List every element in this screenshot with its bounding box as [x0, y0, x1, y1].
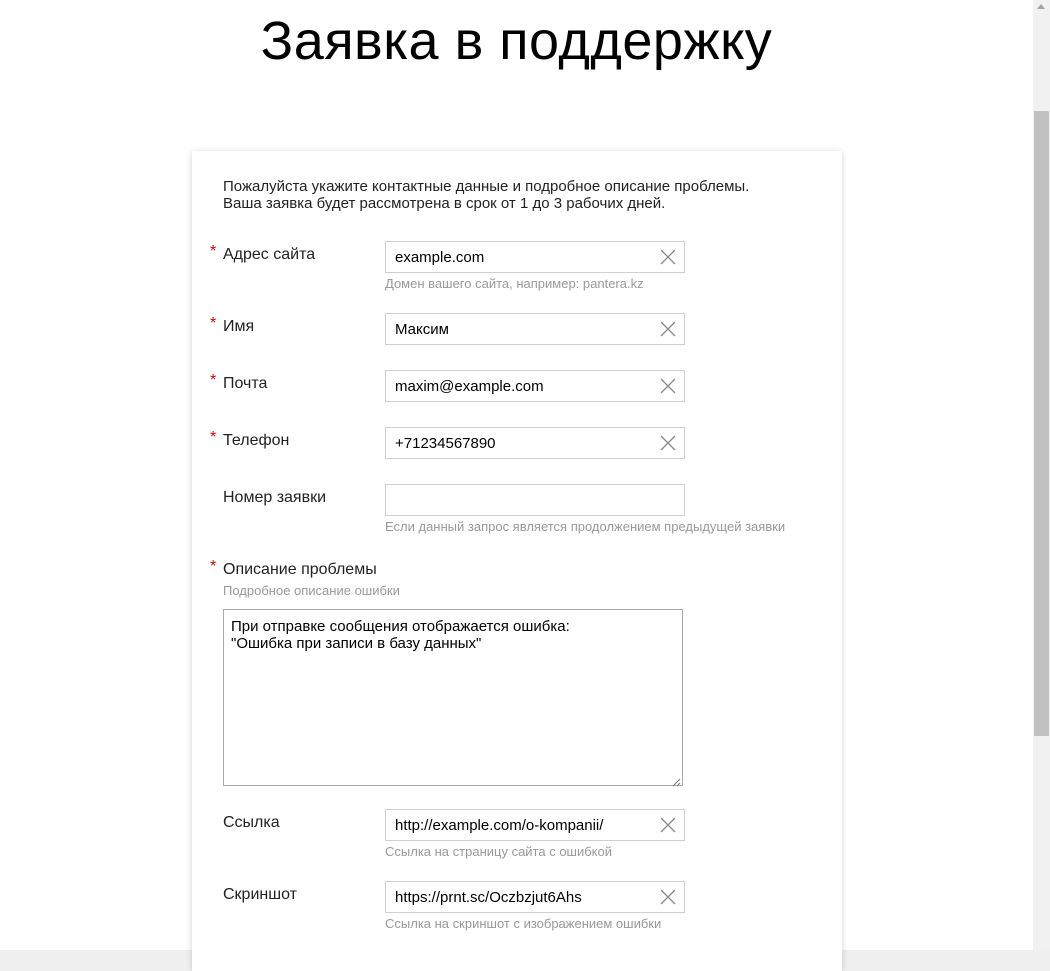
site-field	[385, 241, 685, 273]
description-field	[223, 609, 683, 786]
link-input[interactable]	[386, 810, 665, 840]
email-label: Почта	[223, 375, 268, 392]
required-mark: *	[210, 429, 217, 446]
screenshot-label: Скриншот	[223, 886, 297, 903]
resize-handle-icon[interactable]	[671, 774, 681, 784]
name-label: Имя	[223, 318, 255, 335]
site-input[interactable]	[386, 242, 665, 272]
ticket-label: Номер заявки	[223, 489, 327, 506]
close-icon[interactable]	[660, 321, 676, 337]
required-mark: *	[210, 315, 217, 332]
description-hint: Подробное описание ошибки	[223, 583, 400, 598]
scroll-up-icon[interactable]	[1037, 4, 1045, 9]
screenshot-input[interactable]	[386, 882, 665, 912]
site-hint: Домен вашего сайта, например: pantera.kz	[385, 276, 644, 291]
close-icon[interactable]	[660, 249, 676, 265]
required-mark: *	[210, 558, 217, 575]
support-form	[192, 151, 842, 971]
site-label: Адрес сайта	[223, 246, 316, 263]
close-icon[interactable]	[660, 378, 676, 394]
scrollbar[interactable]	[1033, 0, 1050, 950]
required-mark: *	[210, 243, 217, 260]
phone-label: Телефон	[223, 432, 290, 449]
description-label: Описание проблемы	[223, 561, 377, 578]
link-hint: Ссылка на страницу сайта с ошибкой	[385, 844, 613, 859]
intro-line-2: Ваша заявка будет рассмотрена в срок от 1 до 3 рабочих дней.	[223, 195, 666, 212]
link-field	[385, 809, 685, 841]
email-input[interactable]	[386, 371, 665, 401]
phone-field	[385, 427, 685, 459]
screenshot-hint: Ссылка на скриншот с изображением ошибки	[385, 916, 662, 931]
ticket-input[interactable]	[386, 485, 665, 515]
name-field	[385, 313, 685, 345]
form-intro	[223, 178, 823, 212]
intro-line-1: Пожалуйста укажите контактные данные и подробное описание проблемы.	[223, 178, 750, 195]
screenshot-field	[385, 881, 685, 913]
required-mark: *	[210, 372, 217, 389]
description-textarea[interactable]	[224, 610, 682, 785]
ticket-field	[385, 484, 685, 516]
email-field	[385, 370, 685, 402]
scrollbar-thumb[interactable]	[1034, 111, 1049, 736]
close-icon[interactable]	[660, 889, 676, 905]
close-icon[interactable]	[660, 817, 676, 833]
phone-input[interactable]	[386, 428, 665, 458]
link-label: Ссылка	[223, 814, 280, 831]
page-title: Заявка в поддержку	[260, 11, 773, 71]
name-input[interactable]	[386, 314, 665, 344]
close-icon[interactable]	[660, 435, 676, 451]
ticket-hint: Если данный запрос является продолжением предыдущей заявки	[385, 519, 786, 534]
